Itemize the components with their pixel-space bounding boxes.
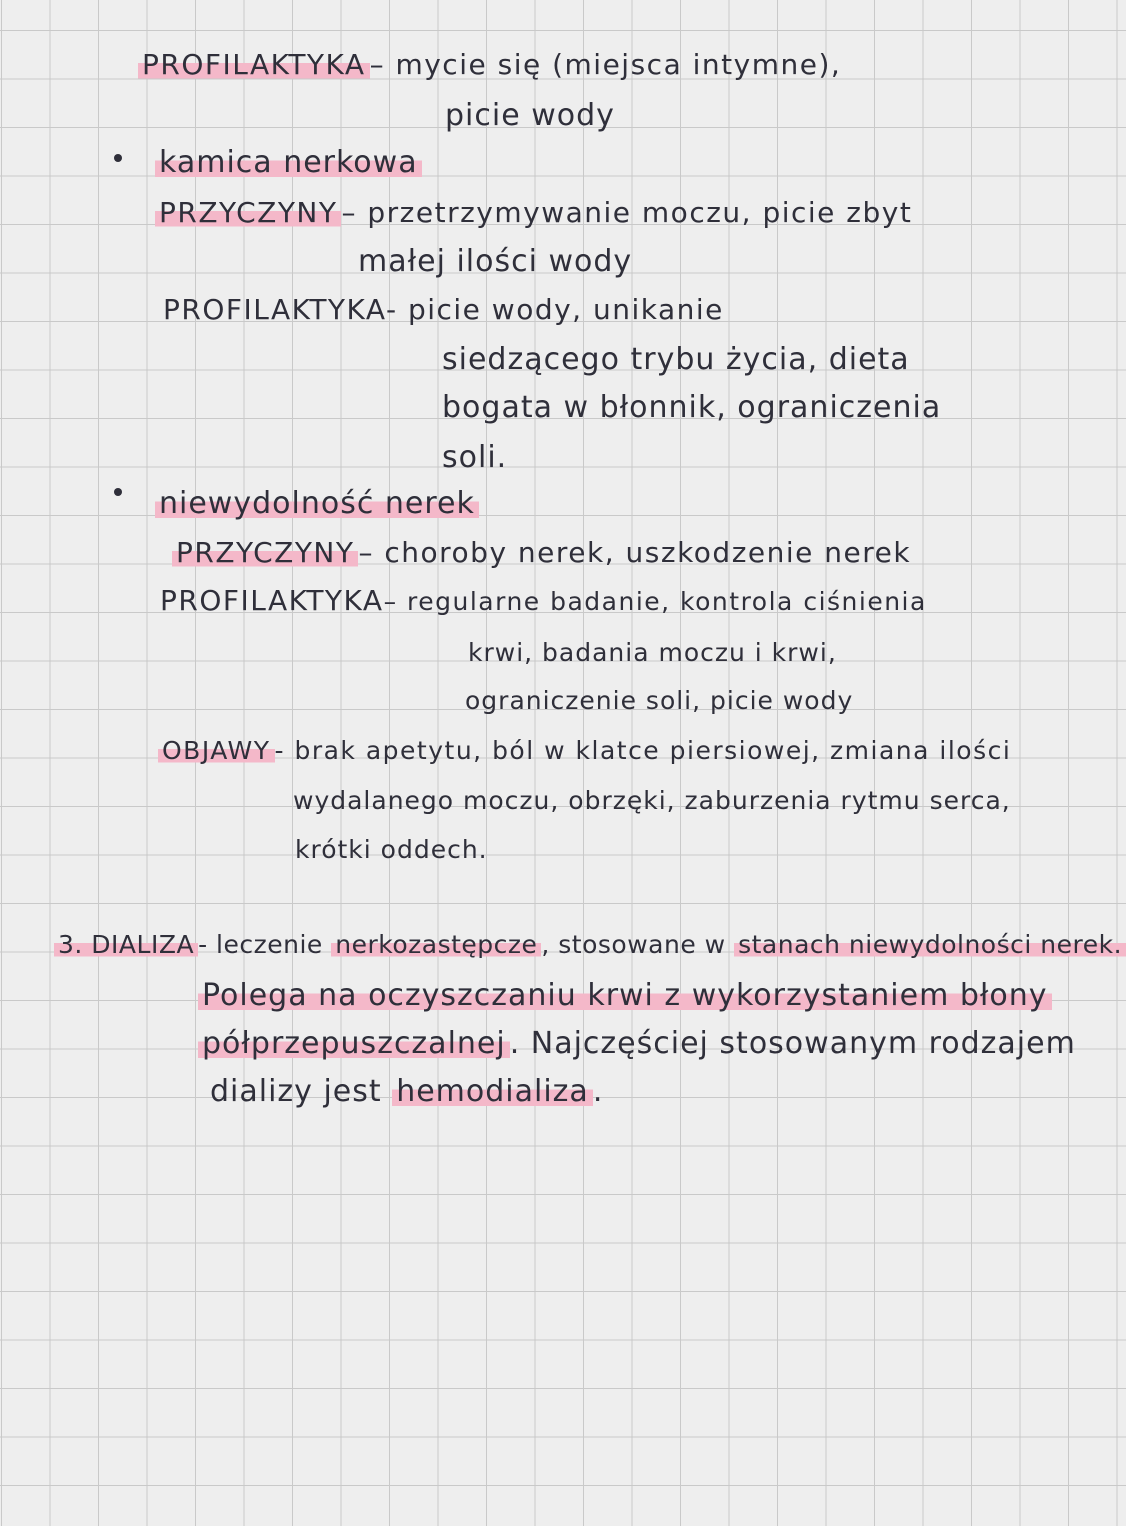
dializa-text-c: , stosowane w — [541, 930, 726, 959]
prof-line-1 — [138, 48, 841, 81]
niewydolnosc-causes-text: – choroby nerek, uszkodzenie nerek — [358, 536, 912, 569]
dializa-text-2: Polega na oczyszczaniu krwi z wykorzystaniem błony — [198, 978, 1052, 1013]
niewydolnosc-prof-line-1 — [160, 584, 927, 617]
niewydolnosc-prof-line-3: ograniczenie soli, picie wody — [465, 686, 854, 715]
bullet-icon — [114, 154, 122, 162]
kamica-prof-line-3: bogata w błonnik, ograniczenia — [442, 390, 942, 425]
dializa-line-1 — [54, 930, 1126, 959]
niewydolnosc-causes-line — [172, 536, 911, 569]
kamica-title-line — [155, 145, 422, 180]
kamica-prof-line-4: soli. — [442, 440, 508, 475]
niewydolnosc-symptoms-line-2: wydalanego moczu, obrzęki, zaburzenia rytmu serca, — [293, 786, 1011, 815]
kamica-causes-label: PRZYCZYNY — [155, 196, 341, 229]
prof-text: – mycie się (miejsca intymne), — [369, 48, 842, 81]
dializa-line-3 — [198, 1026, 1076, 1061]
dializa-text-d: stanach niewydolności nerek. — [734, 930, 1126, 959]
prof-line-2: picie wody — [445, 98, 615, 133]
niewydolnosc-title: niewydolność nerek — [155, 486, 479, 521]
niewydolnosc-symptoms-text: - brak apetytu, ból w klatce piersiowej, zmiana ilości — [274, 736, 1012, 765]
kamica-prof-line-1 — [163, 293, 724, 326]
niewydolnosc-symptoms-line-1 — [158, 736, 1011, 765]
dializa-text-b: nerkozastępcze — [331, 930, 541, 959]
prof-label: PROFILAKTYKA — [138, 48, 370, 81]
kamica-causes-line-2: małej ilości wody — [358, 244, 633, 279]
kamica-prof-label: PROFILAKTYKA — [163, 293, 386, 326]
kamica-causes-line-1 — [155, 196, 912, 229]
niewydolnosc-prof-text: – regularne badanie, kontrola ciśnienia — [383, 587, 927, 616]
dializa-text-4c: . — [592, 1074, 604, 1109]
niewydolnosc-title-line — [155, 486, 479, 521]
dializa-text-a: - leczenie — [198, 930, 323, 959]
dializa-text-3a: półprzepuszczalnej — [198, 1026, 510, 1061]
kamica-prof-text: - picie wody, unikanie — [385, 293, 724, 326]
niewydolnosc-symptoms-label: OBJAWY — [158, 736, 275, 765]
bullet-icon — [114, 488, 122, 496]
kamica-prof-line-2: siedzącego trybu życia, dieta — [442, 342, 910, 377]
dializa-text-3b: . Najczęściej stosowanym rodzajem — [509, 1026, 1076, 1061]
niewydolnosc-prof-line-2: krwi, badania moczu i krwi, — [468, 638, 837, 667]
kamica-causes-text: – przetrzymywanie moczu, picie zbyt — [341, 196, 913, 229]
dializa-line-4 — [210, 1074, 603, 1109]
dializa-label: 3. DIALIZA — [54, 930, 198, 959]
dializa-text-4b: hemodializa — [392, 1074, 593, 1109]
kamica-title: kamica nerkowa — [155, 145, 422, 180]
niewydolnosc-symptoms-line-3: krótki oddech. — [295, 835, 488, 864]
niewydolnosc-prof-label: PROFILAKTYKA — [160, 584, 384, 617]
dializa-line-2 — [198, 978, 1052, 1013]
dializa-text-4a: dializy jest — [210, 1074, 382, 1109]
niewydolnosc-causes-label: PRZYCZYNY — [172, 536, 358, 569]
